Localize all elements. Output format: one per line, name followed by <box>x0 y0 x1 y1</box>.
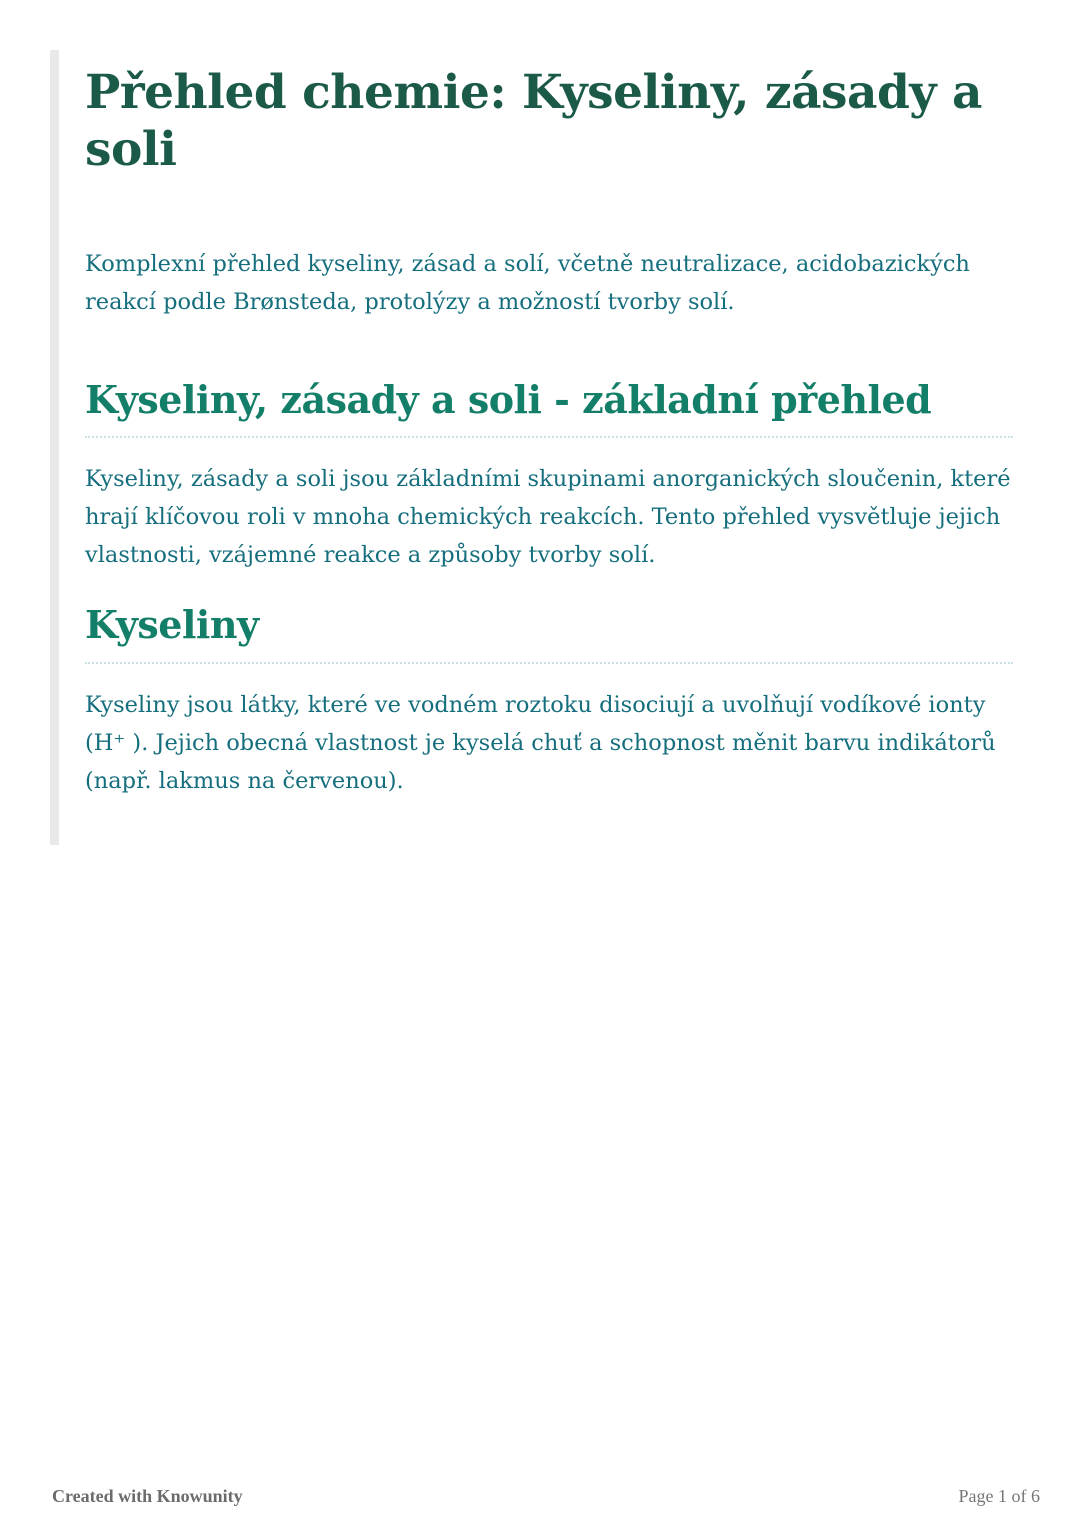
footer-page-number: Page 1 of 6 <box>958 1486 1040 1506</box>
section-kyseliny <box>85 602 1013 800</box>
section-paragraph: Kyseliny jsou látky, které ve vodném roztoku disociují a uvolňují vodíkové ionty (H⁺ ). Jejich obecná vlastnost je kyselá chuť a schopnost měnit barvu indikátorů (např. lakmus na červenou). <box>85 691 996 794</box>
intro-paragraph: Komplexní přehled kyseliny, zásad a solí, včetně neutralizace, acidobazických reakcí podle Brønsteda, protolýzy a možností tvorby solí. <box>85 250 970 315</box>
left-accent-bar <box>50 50 59 845</box>
page-title: Přehled chemie: Kyseliny, zásady a soli <box>85 65 982 178</box>
section-paragraph: Kyseliny, zásady a soli jsou základními skupinami anorganických sloučenin, které hrají klíčovou roli v mnoha chemických reakcích. Tento přehled vysvětluje jejich vlastnosti, vzájemné reakce a způsoby tvorby solí. <box>85 466 1011 569</box>
section-heading-overview: Kyseliny, zásady a soli - základní přehled <box>85 377 1013 439</box>
page-content <box>85 64 1013 800</box>
footer-credit: Created with Knowunity <box>52 1486 243 1506</box>
section-heading-kyseliny: Kyseliny <box>85 602 1013 664</box>
page-footer <box>52 1486 1040 1507</box>
section-overview <box>85 377 1013 575</box>
